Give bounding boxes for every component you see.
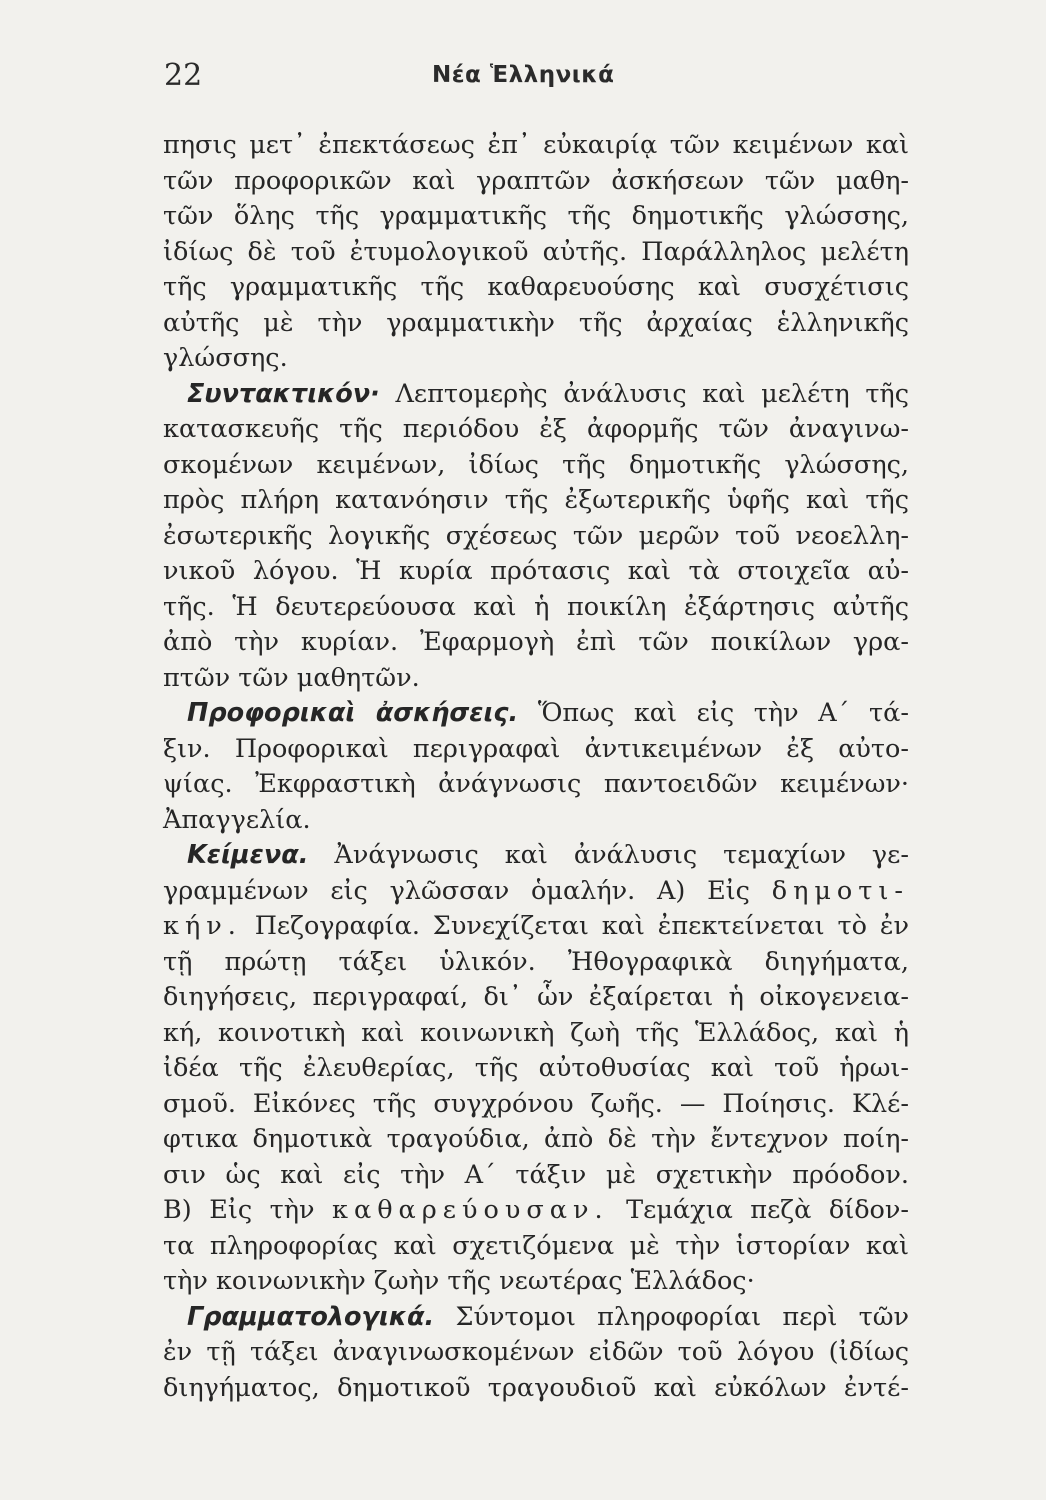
text-line: γλώσσης. (163, 343, 288, 373)
text-line: πρὸς πλήρη κατανόησιν τῆς ἐξωτερικῆς ὑφῆς καὶ τῆς (163, 485, 909, 515)
body-text (163, 128, 909, 1406)
text-run: Σύντομοι πληροφορίαι περὶ τῶν (455, 1301, 909, 1332)
text-line: τὴν κοινωνικὴν ζωὴν τῆς νεωτέρας Ἑλλάδος· (163, 1266, 755, 1296)
section-heading-literature: Γραμματολογικά. (187, 1301, 435, 1332)
text-line: τῶν προφορικῶν καὶ γραπτῶν ἀσκήσεων τῶν μαθη- (163, 165, 909, 196)
text-line (163, 1193, 909, 1229)
text-line: τῆς γραμματικῆς τῆς καθαρευούσης καὶ συσχέτισις (163, 272, 909, 302)
text-line: πτῶν τῶν μαθητῶν. (163, 662, 420, 693)
text-line: ἰδέα τῆς ἐλευθερίας, τῆς αὐτοθυσίας καὶ τοῦ ἡρωι- (163, 1053, 909, 1083)
text-run: Τεμάχια πεζὰ δίδον- (626, 1195, 910, 1225)
text-line: πησις μετ᾽ ἐπεκτάσεως ἐπ᾽ εὐκαιρίᾳ τῶν κειμένων καὶ (163, 130, 909, 160)
section-heading-texts: Κείμενα. (187, 840, 309, 870)
section-heading-syntax: Συντακτικόν· (187, 378, 380, 409)
paragraph-first-line (163, 838, 909, 874)
spaced-term: δημοτι- (771, 875, 909, 906)
text-line: σκομένων κειμένων, ἰδίως τῆς δημοτικῆς γλώσσης, (163, 449, 909, 480)
text-line: ἰδίως δὲ τοῦ ἐτυμολογικοῦ αὐτῆς. Παράλληλος μελέτη (163, 236, 909, 267)
text-line: τῇ πρώτῃ τάξει ὑλικόν. Ἠθογραφικὰ διηγήματα, (163, 946, 909, 977)
spaced-term: κήν. (163, 911, 242, 941)
section-heading-oral-exercises: Προφορικαὶ ἀσκήσεις. (187, 698, 519, 728)
spaced-term: καθαρεύουσαν. (332, 1195, 609, 1225)
text-line: σμοῦ. Εἰκόνες τῆς συγχρόνου ζωῆς. — Ποίησις. Κλέ- (163, 1088, 909, 1119)
text-line (163, 909, 909, 945)
text-run: Λεπτομερὴς ἀνάλυσις καὶ μελέτη τῆς (395, 378, 909, 409)
text-run: Ἀνάγνωσις καὶ ἀνάλυσις τεμαχίων γε- (334, 840, 909, 870)
text-line: κή, κοινοτικὴ καὶ κοινωνικὴ ζωὴ τῆς Ἑλλάδος, καὶ ἡ (163, 1017, 909, 1048)
text-line (163, 874, 909, 910)
page-number: 22 (164, 58, 203, 93)
text-run: Β) Εἰς τὴν (163, 1195, 315, 1225)
paragraph-first-line (163, 696, 909, 732)
text-line: τα πληροφορίας καὶ σχετιζόμενα μὲ τὴν ἱστορίαν καὶ (163, 1230, 909, 1261)
text-line: Ἀπαγγελία. (163, 804, 311, 835)
text-run: Ὅπως καὶ εἰς τὴν Α΄ τά- (537, 698, 909, 728)
text-line: ξιν. Προφορικαὶ περιγραφαὶ ἀντικειμένων ἐξ αὐτο- (163, 733, 909, 764)
paragraph-first-line (163, 377, 909, 413)
text-line: σιν ὡς καὶ εἰς τὴν Α΄ τάξιν μὲ σχετικὴν πρόοδον. (163, 1159, 909, 1190)
text-line: κατασκευῆς τῆς περιόδου ἐξ ἀφορμῆς τῶν ἀναγινω- (163, 414, 909, 444)
text-line: νικοῦ λόγου. Ἡ κυρία πρότασις καὶ τὰ στοιχεῖα αὐ- (163, 556, 909, 586)
page-header (164, 52, 909, 102)
text-line: τῆς. Ἡ δευτερεύουσα καὶ ἡ ποικίλη ἐξάρτησις αὐτῆς (163, 591, 909, 622)
text-line: φτικα δημοτικὰ τραγούδια, ἀπὸ δὲ τὴν ἔντεχνον ποίη- (163, 1124, 909, 1154)
text-line: ἀπὸ τὴν κυρίαν. Ἐφαρμογὴ ἐπὶ τῶν ποικίλων γρα- (163, 627, 909, 657)
text-run: Πεζογραφία. Συνεχίζεται καὶ ἐπεκτείνεται τὸ ἐν (254, 911, 910, 941)
text-line: ἐν τῇ τάξει ἀναγινωσκομένων εἰδῶν τοῦ λόγου (ἰδίως (163, 1337, 909, 1367)
text-line: ψίας. Ἐκφραστικὴ ἀνάγνωσις παντοειδῶν κειμένων· (163, 769, 909, 799)
running-title: Νέα Ἑλληνικά (432, 62, 615, 88)
text-line: τῶν ὅλης τῆς γραμματικῆς τῆς δημοτικῆς γλώσσης, (163, 201, 909, 231)
text-line: διηγήματος, δημοτικοῦ τραγουδιοῦ καὶ εὐκόλων ἐντέ- (163, 1372, 909, 1403)
text-line: αὐτῆς μὲ τὴν γραμματικὴν τῆς ἀρχαίας ἑλληνικῆς (163, 307, 909, 338)
text-line: ἐσωτερικῆς λογικῆς σχέσεως τῶν μερῶν τοῦ νεοελλη- (163, 520, 909, 551)
text-line: διηγήσεις, περιγραφαί, δι᾽ ὧν ἐξαίρεται ἡ οἰκογενεια- (163, 982, 909, 1012)
paragraph-first-line (163, 1300, 909, 1336)
text-run: γραμμένων εἰς γλῶσσαν ὁμαλήν. Α) Εἰς (163, 875, 750, 906)
